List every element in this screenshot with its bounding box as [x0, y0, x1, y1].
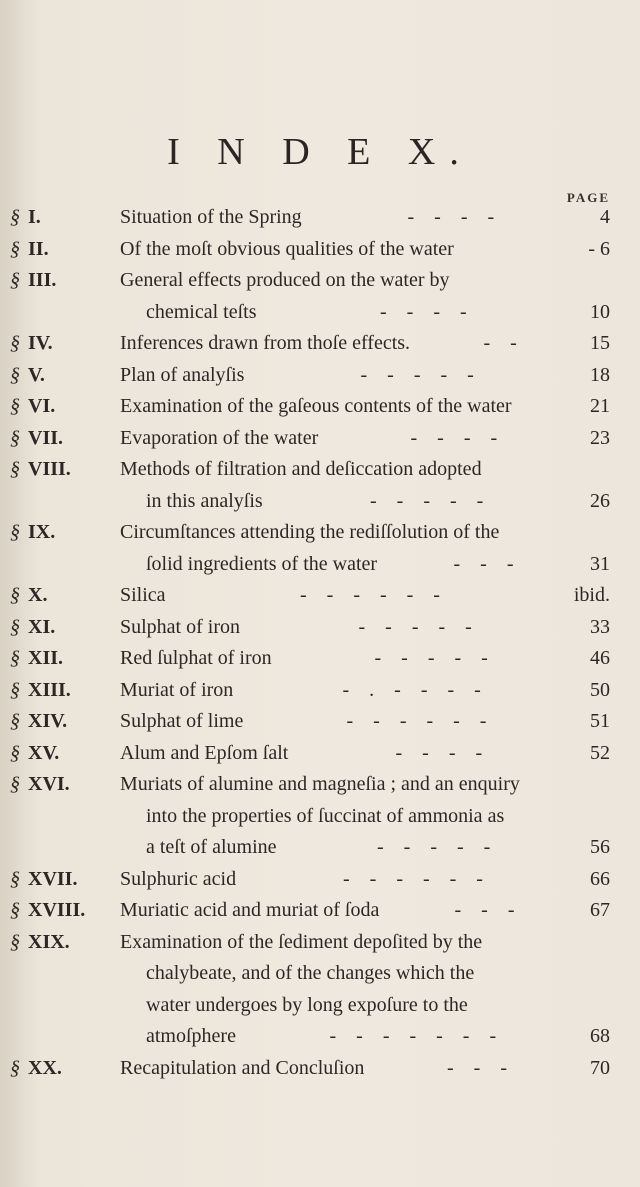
section-sign-icon: §: [10, 426, 20, 449]
entry-line: [0, 801, 640, 833]
entry-text: ſolid ingredients of the water: [146, 552, 378, 575]
section-sign-icon: §: [10, 332, 20, 354]
index-entry: [0, 454, 640, 517]
page-number: 10: [590, 300, 610, 323]
section-numeral: I.: [28, 206, 41, 228]
section-number: [10, 675, 71, 707]
entry-text: Of the moſt obvious qualities of the water: [120, 237, 454, 260]
entry-text: chalybeate, and of the changes which the: [146, 962, 475, 984]
section-sign-icon: §: [10, 521, 20, 543]
entry-line: [0, 360, 640, 392]
section-number: [10, 769, 70, 801]
entry-text: chemical teſts: [146, 300, 257, 323]
entry-text: Alum and Epſom ſalt: [120, 741, 289, 764]
entry-text: in this analyſis: [146, 489, 263, 512]
section-number: [10, 580, 47, 612]
page-number: - 6: [588, 237, 610, 260]
section-numeral: VIII.: [28, 458, 71, 480]
entry-text: atmoſphere: [146, 1025, 236, 1047]
entry-line: [0, 202, 640, 234]
entry-line: [0, 297, 640, 329]
leader-dots: - - - - -: [358, 615, 472, 638]
section-numeral: XVII.: [28, 867, 78, 890]
section-number: [10, 643, 63, 675]
entry-line: [0, 706, 640, 738]
entry-line: [0, 486, 640, 518]
section-number: [10, 738, 59, 770]
index-entry: [0, 895, 640, 927]
section-numeral: XVIII.: [28, 899, 86, 921]
entry-line: [0, 675, 640, 707]
entry-text: Examination of the gaſeous contents of the water: [120, 395, 512, 417]
leader-dots: - - -: [453, 552, 514, 575]
section-number: [10, 265, 56, 297]
section-sign-icon: §: [10, 647, 20, 669]
entry-text: Circumſtances attending the rediſſolution of the: [120, 521, 500, 543]
leader-dots: - - - - -: [377, 836, 491, 858]
entry-line: [0, 517, 640, 549]
index-entry: [0, 391, 640, 423]
section-numeral: XII.: [28, 647, 64, 669]
entry-line: [0, 990, 640, 1022]
leader-dots: - - -: [454, 899, 515, 921]
index-entry: [0, 706, 640, 738]
entry-text: Recapitulation and Concluſion: [120, 1056, 365, 1079]
page-number: 33: [590, 615, 610, 638]
page-title: I N D E X.: [167, 131, 473, 173]
entry-text: Muriatic acid and muriat of ſoda: [120, 899, 380, 921]
section-number: [10, 202, 41, 234]
page-number: 46: [590, 647, 610, 669]
entry-text: Muriats of alumine and magneſia ; and an enquiry: [120, 773, 520, 795]
index-entry: [0, 265, 640, 328]
section-numeral: II.: [28, 237, 49, 260]
section-number: [10, 360, 45, 392]
section-numeral: XX.: [28, 1056, 62, 1079]
leader-dots: - - -: [447, 1056, 507, 1079]
page-number: 51: [590, 710, 610, 732]
leader-dots: - -: [483, 332, 517, 354]
leader-dots: - - - - -: [374, 647, 488, 669]
section-sign-icon: §: [10, 678, 20, 701]
section-sign-icon: §: [10, 899, 20, 921]
section-numeral: XI.: [28, 615, 56, 638]
page-number: 26: [590, 489, 610, 512]
section-number: [10, 234, 49, 266]
index-entry: [0, 328, 640, 360]
entry-line: [0, 549, 640, 581]
leader-dots: - - - -: [395, 741, 483, 764]
entry-text: Muriat of iron: [120, 678, 234, 701]
page-number: 67: [590, 899, 610, 921]
section-sign-icon: §: [10, 773, 20, 795]
entry-line: [0, 580, 640, 612]
leader-dots: - - - - -: [360, 363, 474, 386]
entry-line: [0, 1021, 640, 1053]
section-sign-icon: §: [10, 363, 20, 386]
page-number: 52: [590, 741, 610, 764]
page-number: 50: [590, 678, 610, 701]
entry-line: [0, 328, 640, 360]
section-sign-icon: §: [10, 615, 20, 638]
entry-line: [0, 1053, 640, 1085]
entry-line: [0, 265, 640, 297]
section-number: [10, 423, 63, 455]
index-entry: [0, 738, 640, 770]
section-numeral: XIV.: [28, 710, 68, 732]
index-entry: [0, 612, 640, 644]
page-number: 56: [590, 836, 610, 858]
entry-line: [0, 864, 640, 896]
entry-line: [0, 234, 640, 266]
entry-line: [0, 391, 640, 423]
section-numeral: IV.: [28, 332, 53, 354]
page-number: 68: [590, 1025, 610, 1047]
index-entry: [0, 927, 640, 1053]
entry-line: [0, 927, 640, 959]
section-number: [10, 612, 55, 644]
page-number: 23: [590, 426, 610, 449]
section-sign-icon: §: [10, 1056, 20, 1079]
entry-line: [0, 423, 640, 455]
entry-text: water undergoes by long expoſure to the: [146, 993, 468, 1016]
index-entry: [0, 202, 640, 234]
section-number: [10, 328, 53, 360]
leader-dots: - - - -: [407, 206, 495, 228]
leader-dots: - - - -: [380, 300, 467, 323]
entry-line: [0, 643, 640, 675]
section-numeral: III.: [28, 269, 57, 291]
page-number: 4: [600, 206, 610, 228]
section-number: [10, 517, 55, 549]
index-entry: [0, 580, 640, 612]
index-entry: [0, 360, 640, 392]
index-entry: [0, 769, 640, 864]
leader-dots: - - - - - -: [343, 867, 483, 890]
page-number: 18: [590, 363, 610, 386]
entry-text: into the properties of ſuccinat of ammonia as: [146, 804, 505, 827]
section-numeral: XVI.: [28, 773, 70, 795]
page-number: 66: [590, 867, 610, 890]
section-numeral: VI.: [28, 395, 56, 417]
index-entry: [0, 864, 640, 896]
entry-line: [0, 612, 640, 644]
entry-text: Silica: [120, 584, 166, 606]
entry-line: [0, 895, 640, 927]
index-entry: [0, 234, 640, 266]
section-numeral: XIX.: [28, 930, 70, 953]
page-column-label: PAGE: [566, 190, 610, 205]
section-numeral: IX.: [28, 521, 56, 543]
index-entry: [0, 423, 640, 455]
leader-dots: - - - - - - -: [329, 1025, 497, 1047]
section-number: [10, 895, 85, 927]
section-numeral: XIII.: [28, 678, 71, 701]
section-sign-icon: §: [10, 269, 20, 291]
section-numeral: V.: [28, 363, 45, 386]
page-number: 70: [590, 1056, 610, 1079]
entry-text: Evaporation of the water: [120, 426, 319, 449]
entry-text: Sulphuric acid: [120, 867, 237, 890]
entry-text: Inferences drawn from thoſe effects.: [120, 332, 411, 354]
section-number: [10, 391, 55, 423]
section-number: [10, 706, 67, 738]
section-number: [10, 927, 70, 959]
index-entry: [0, 517, 640, 580]
entry-text: Plan of analyſis: [120, 363, 245, 386]
entry-text: General effects produced on the water by: [120, 269, 450, 291]
section-numeral: X.: [28, 584, 48, 606]
section-sign-icon: §: [10, 584, 20, 606]
index-entries: [0, 202, 640, 1084]
leader-dots: - . - - - -: [342, 678, 481, 701]
entry-line: [0, 958, 640, 990]
entry-text: Sulphat of lime: [120, 710, 244, 732]
section-numeral: XV.: [28, 741, 60, 764]
entry-text: Red ſulphat of iron: [120, 647, 272, 669]
leader-dots: - - - -: [410, 426, 498, 449]
page-number: 31: [590, 552, 610, 575]
index-entry: [0, 675, 640, 707]
section-sign-icon: §: [10, 710, 20, 732]
entry-text: Examination of the ſediment depoſited by the: [120, 930, 483, 953]
entry-line: [0, 454, 640, 486]
entry-text: Situation of the Spring: [120, 206, 302, 228]
index-entry: [0, 643, 640, 675]
section-sign-icon: §: [10, 395, 20, 417]
page-number: 15: [590, 332, 610, 354]
page-number: ibid.: [573, 584, 610, 606]
entry-text: Methods of filtration and deſiccation adopted: [120, 458, 482, 480]
entry-line: [0, 769, 640, 801]
section-sign-icon: §: [10, 930, 20, 953]
section-number: [10, 864, 77, 896]
index-entry: [0, 1053, 640, 1085]
entry-line: [0, 832, 640, 864]
section-sign-icon: §: [10, 458, 20, 480]
entry-line: [0, 738, 640, 770]
entry-text: a teſt of alumine: [146, 836, 277, 858]
section-number: [10, 454, 71, 486]
section-number: [10, 1053, 62, 1085]
page-number: 21: [590, 395, 610, 417]
section-sign-icon: §: [10, 741, 20, 764]
leader-dots: - - - - - -: [346, 710, 487, 732]
section-sign-icon: §: [10, 206, 20, 228]
section-sign-icon: §: [10, 237, 20, 260]
section-sign-icon: §: [10, 867, 20, 890]
leader-dots: - - - - - -: [300, 584, 440, 606]
section-numeral: VII.: [28, 426, 64, 449]
entry-text: Sulphat of iron: [120, 615, 240, 638]
leader-dots: - - - - -: [370, 489, 484, 512]
